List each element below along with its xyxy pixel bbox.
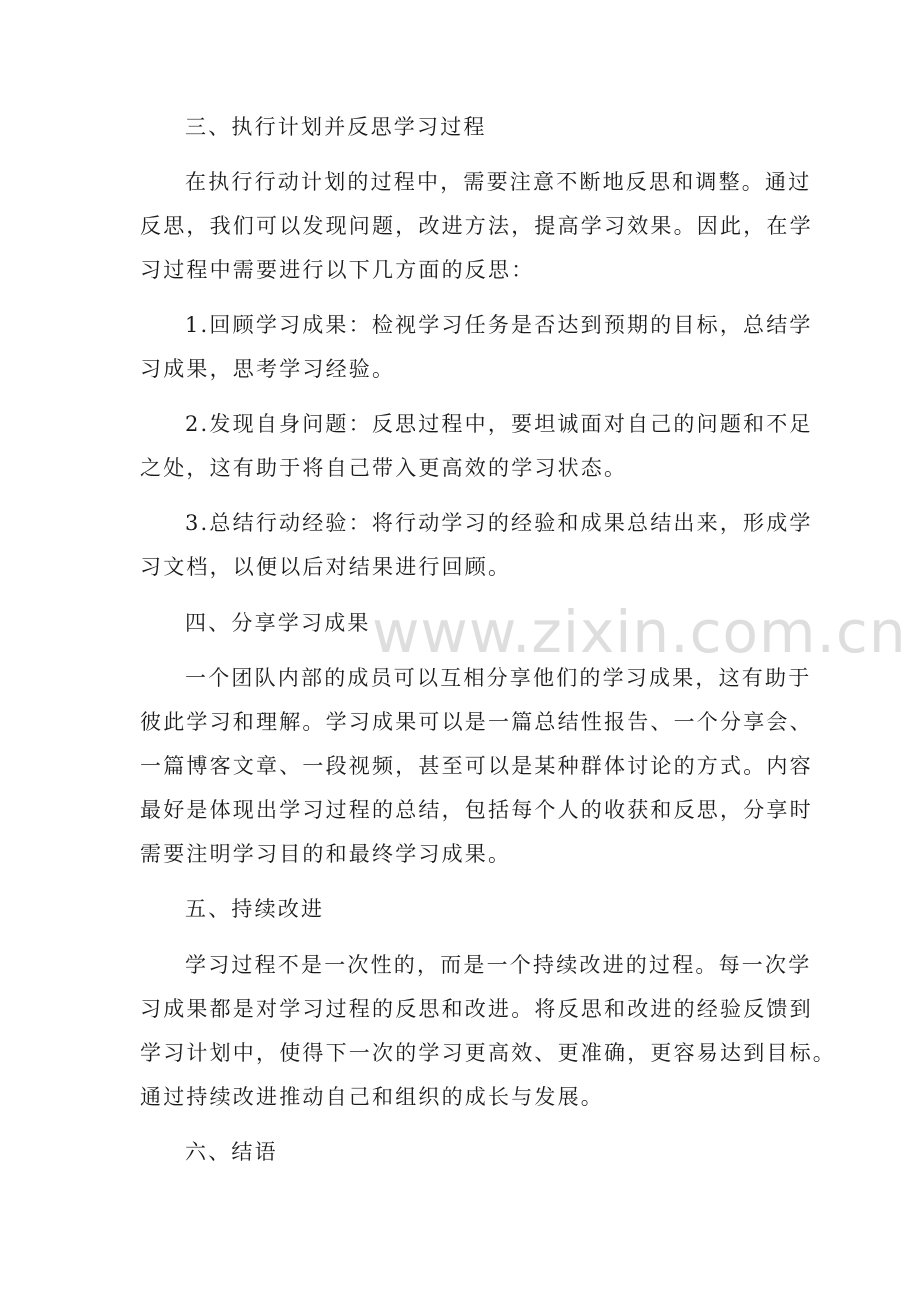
paragraph-line: 最好是体现出学习过程的总结，包括每个人的收获和反思，分享时 xyxy=(140,798,813,822)
section-heading: 五、持续改进 xyxy=(185,897,325,921)
paragraph-line: 通过持续改进推动自己和组织的成长与发展。 xyxy=(140,1085,604,1109)
list-item-line: 之处，这有助于将自己带入更高效的学习状态。 xyxy=(140,456,628,480)
paragraph-line: 彼此学习和理解。学习成果可以是一篇总结性报告、一个分享会、 xyxy=(140,710,813,734)
paragraph-line: 在执行行动计划的过程中，需要注意不断地反思和调整。通过 xyxy=(185,170,812,194)
section-heading: 六、结语 xyxy=(185,1140,278,1164)
paragraph-line: 习成果都是对学习过程的反思和改进。将反思和改进的经验反馈到 xyxy=(140,997,813,1021)
section-heading: 四、分享学习成果 xyxy=(185,611,371,635)
list-item-line: 习成果，思考学习经验。 xyxy=(140,357,396,381)
paragraph-line: 学习计划中，使得下一次的学习更高效、更准确，更容易达到目标。 xyxy=(140,1041,836,1065)
paragraph-line: 反思，我们可以发现问题，改进方法，提高学习效果。因此，在学 xyxy=(140,214,813,238)
paragraph-line: 习过程中需要进行以下几方面的反思： xyxy=(140,258,535,282)
watermark: www.zixin.com.cn xyxy=(372,598,907,666)
list-item-line: 1.回顾学习成果：检视学习任务是否达到预期的目标，总结学 xyxy=(185,313,813,337)
paragraph-line: 一篇博客文章、一段视频，甚至可以是某种群体讨论的方式。内容 xyxy=(140,754,813,778)
paragraph-line: 一个团队内部的成员可以互相分享他们的学习成果，这有助于 xyxy=(185,666,812,690)
list-item-line: 3.总结行动经验：将行动学习的经验和成果总结出来，形成学 xyxy=(185,511,813,535)
section-heading: 三、执行计划并反思学习过程 xyxy=(185,115,487,139)
list-item-line: 2.发现自身问题：反思过程中，要坦诚面对自己的问题和不足 xyxy=(185,412,813,436)
list-item-line: 习文档，以便以后对结果进行回顾。 xyxy=(140,555,512,579)
paragraph-line: 需要注明学习目的和最终学习成果。 xyxy=(140,842,512,866)
paragraph-line: 学习过程不是一次性的，而是一个持续改进的过程。每一次学 xyxy=(185,953,812,977)
